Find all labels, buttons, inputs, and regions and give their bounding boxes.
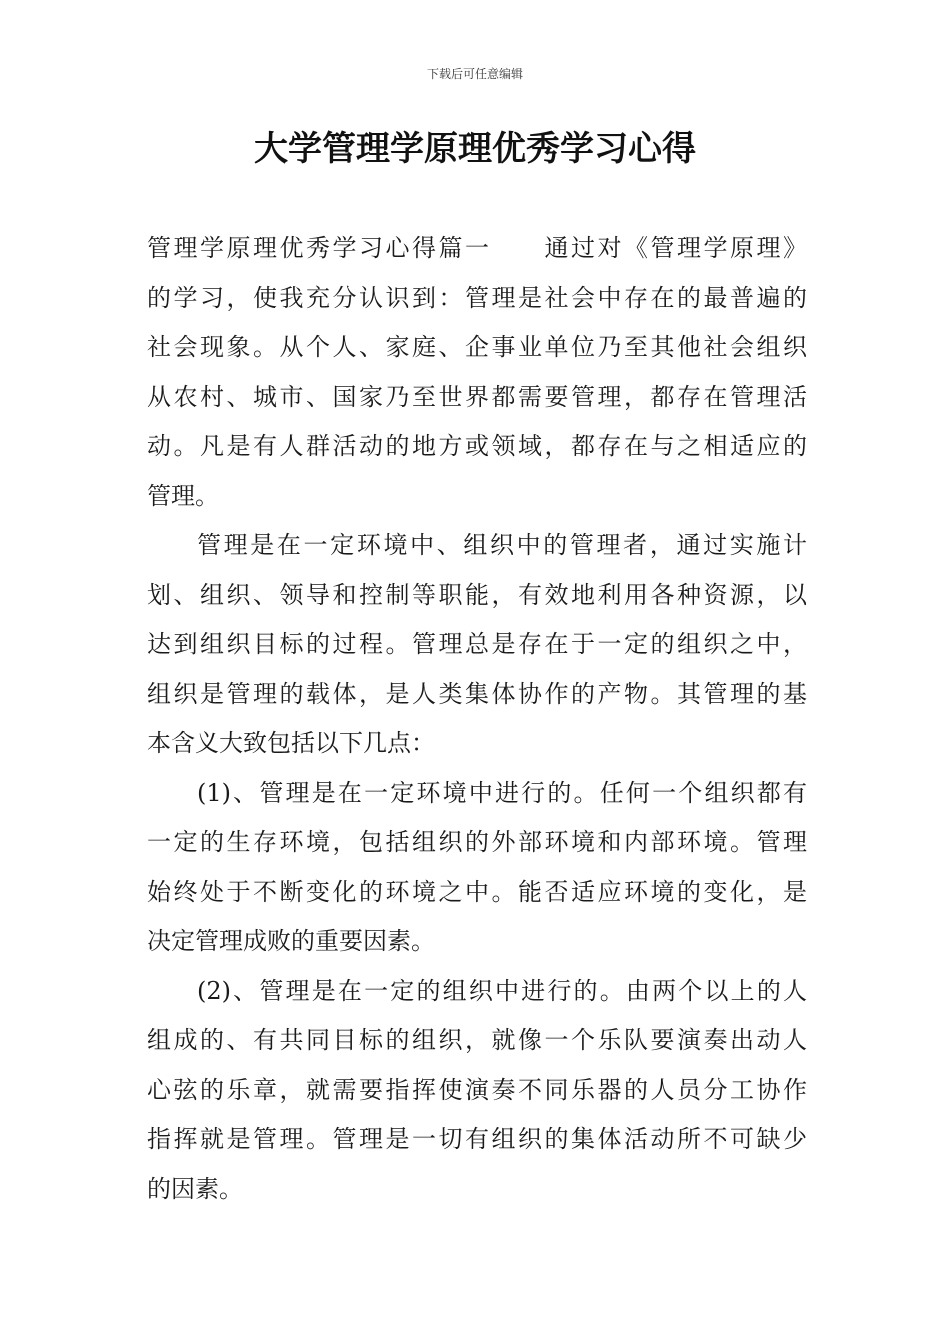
paragraph-line: 始终处于不断变化的环境之中。能否适应环境的变化，是 [147,877,807,906]
paragraph-line: 指挥就是管理。管理是一切有组织的集体活动所不可缺少 [147,1125,807,1153]
paragraph-2 [147,521,807,769]
paragraph-line: 组织是管理的载体，是人类集体协作的产物。其管理的基 [147,679,807,708]
paragraph-line: 管理学原理优秀学习心得篇一 通过对《管理学原理》 [147,234,807,262]
paragraph-line: 本含义大致包括以下几点： [147,729,435,757]
paragraph-1 [147,224,807,521]
paragraph-line: (2)、管理是在一定的组织中进行的。由两个以上的人 [197,976,807,1005]
paragraph-line: 心弦的乐章，就需要指挥使演奏不同乐器的人员分工协作 [147,1075,807,1104]
paragraph-line: 的学习，使我充分认识到：管理是社会中存在的最普遍的 [147,283,807,312]
paragraph-3 [147,769,807,967]
page-header-note: 下载后可任意编辑 [426,67,523,81]
paragraph-line: 一定的生存环境，包括组织的外部环境和内部环境。管理 [147,828,807,856]
paragraph-line: 从农村、城市、国家乃至世界都需要管理，都存在管理活 [147,382,807,411]
paragraph-line: 管理。 [147,481,219,510]
paragraph-line: 划、组织、领导和控制等职能，有效地利用各种资源，以 [147,580,807,609]
paragraph-4 [147,967,807,1215]
document-title: 大学管理学原理优秀学习心得 [254,129,696,169]
paragraph-line: 达到组织目标的过程。管理总是存在于一定的组织之中， [147,630,807,658]
paragraph-line: 的因素。 [147,1174,243,1203]
paragraph-line: 社会现象。从个人、家庭、企事业单位乃至其他社会组织 [147,333,807,361]
paragraph-line: 管理是在一定环境中、组织中的管理者，通过实施计 [197,531,807,559]
paragraph-line: (1)、管理是在一定环境中进行的。任何一个组织都有 [197,778,807,807]
paragraph-line: 决定管理成败的重要因素。 [147,927,435,955]
paragraph-line: 组成的、有共同目标的组织，就像一个乐队要演奏出动人 [147,1026,807,1054]
document-body [147,224,807,1214]
paragraph-line: 动。凡是有人群活动的地方或领域，都存在与之相适应的 [147,432,807,460]
